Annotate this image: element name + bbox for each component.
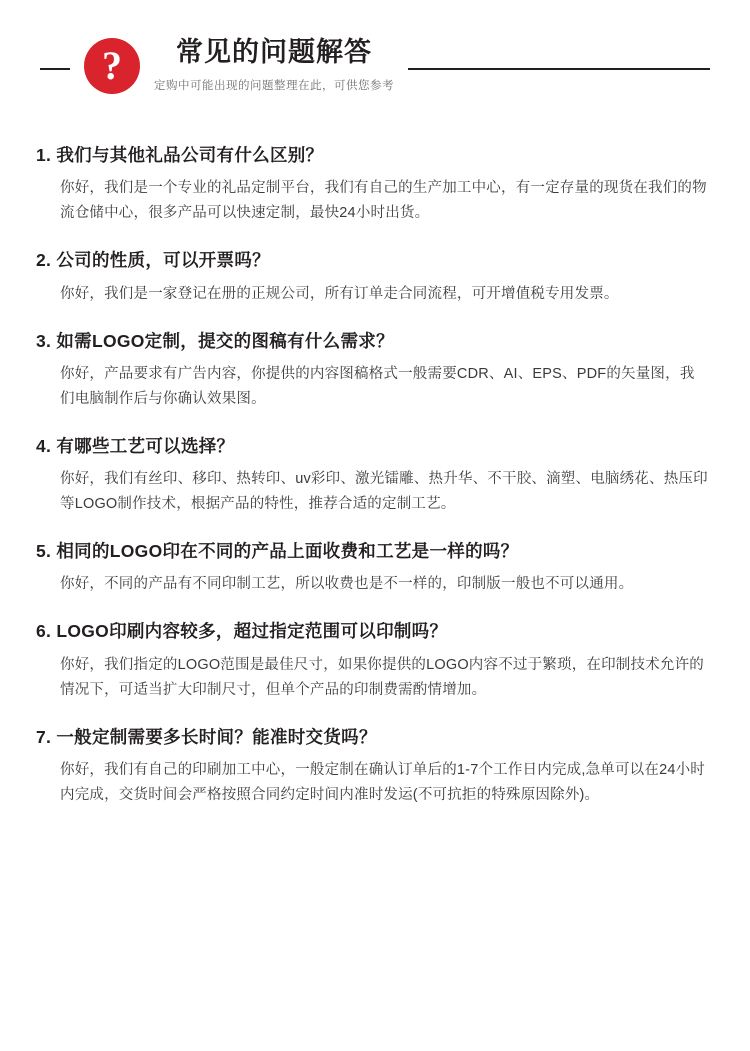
page-title: 常见的问题解答 xyxy=(176,36,372,67)
faq-answer: 你好，不同的产品有不同印制工艺，所以收费也是不一样的，印制版一般也不可以通用。 xyxy=(60,576,634,593)
page-header xyxy=(0,0,750,125)
header-rule-right xyxy=(408,68,710,70)
faq-question: 7. 一般定制需要多长时间？能准时交货吗？ xyxy=(36,726,377,747)
faq-answer: 你好，我们是一家登记在册的正规公司，所有订单走合同流程，可开增值税专用发票。 xyxy=(60,285,619,302)
faq-answer: 你好，产品要求有广告内容，你提供的内容图稿格式一般需要CDR、AI、EPS、PDF的矢量图，我们电脑制作后与你确认效果图。 xyxy=(60,365,695,407)
faq-question: 6. LOGO印刷内容较多，超过指定范围可以印制吗？ xyxy=(36,621,448,642)
faq-question: 2. 公司的性质，可以开票吗？ xyxy=(36,250,270,271)
faq-question: 4. 有哪些工艺可以选择？ xyxy=(36,435,235,456)
faq-item xyxy=(34,434,712,517)
faq-item xyxy=(34,539,712,597)
faq-item xyxy=(34,329,712,412)
faq-question: 1. 我们与其他礼品公司有什么区别？ xyxy=(36,145,324,165)
faq-question: 5. 相同的LOGO印在不同的产品上面收费和工艺是一样的吗？ xyxy=(36,541,519,562)
faq-item xyxy=(34,725,712,808)
faq-list xyxy=(0,125,750,808)
faq-item xyxy=(34,248,712,306)
faq-answer: 你好，我们有丝印、移印、热转印、uv彩印、激光镭雕、热升华、不干胶、滴塑、电脑绣花、热压印等LOGO制作技术，根据产品的特性，推荐合适的定制工艺。 xyxy=(60,471,708,513)
faq-answer: 你好，我们是一个专业的礼品定制平台，我们有自己的生产加工中心，有一定存量的现货在我们的物流仓储中心，很多产品可以快速定制，最快24小时出货。 xyxy=(60,180,707,222)
page-subtitle: 定购中可能出现的问题整理在此，可供您参考 xyxy=(154,80,394,93)
faq-question: 3. 如需LOGO定制，提交的图稿有什么需求？ xyxy=(36,330,394,351)
header-rule-left xyxy=(40,68,70,70)
faq-answer: 你好，我们有自己的印刷加工中心，一般定制在确认订单后的1-7个工作日内完成,急单可以在24小时内完成，交货时间会严格按照合同约定时间内准时发运(不可抗拒的特殊原因除外)。 xyxy=(60,762,706,803)
question-mark-badge-icon: ? xyxy=(84,38,140,94)
faq-item xyxy=(34,143,712,226)
header-title-block xyxy=(154,36,394,93)
faq-answer: 你好，我们指定的LOGO范围是最佳尺寸，如果你提供的LOGO内容不过于繁琐，在印制技术允许的情况下，可适当扩大印制尺寸，但单个产品的印制费需酌情增加。 xyxy=(60,656,704,698)
faq-item xyxy=(34,619,712,702)
